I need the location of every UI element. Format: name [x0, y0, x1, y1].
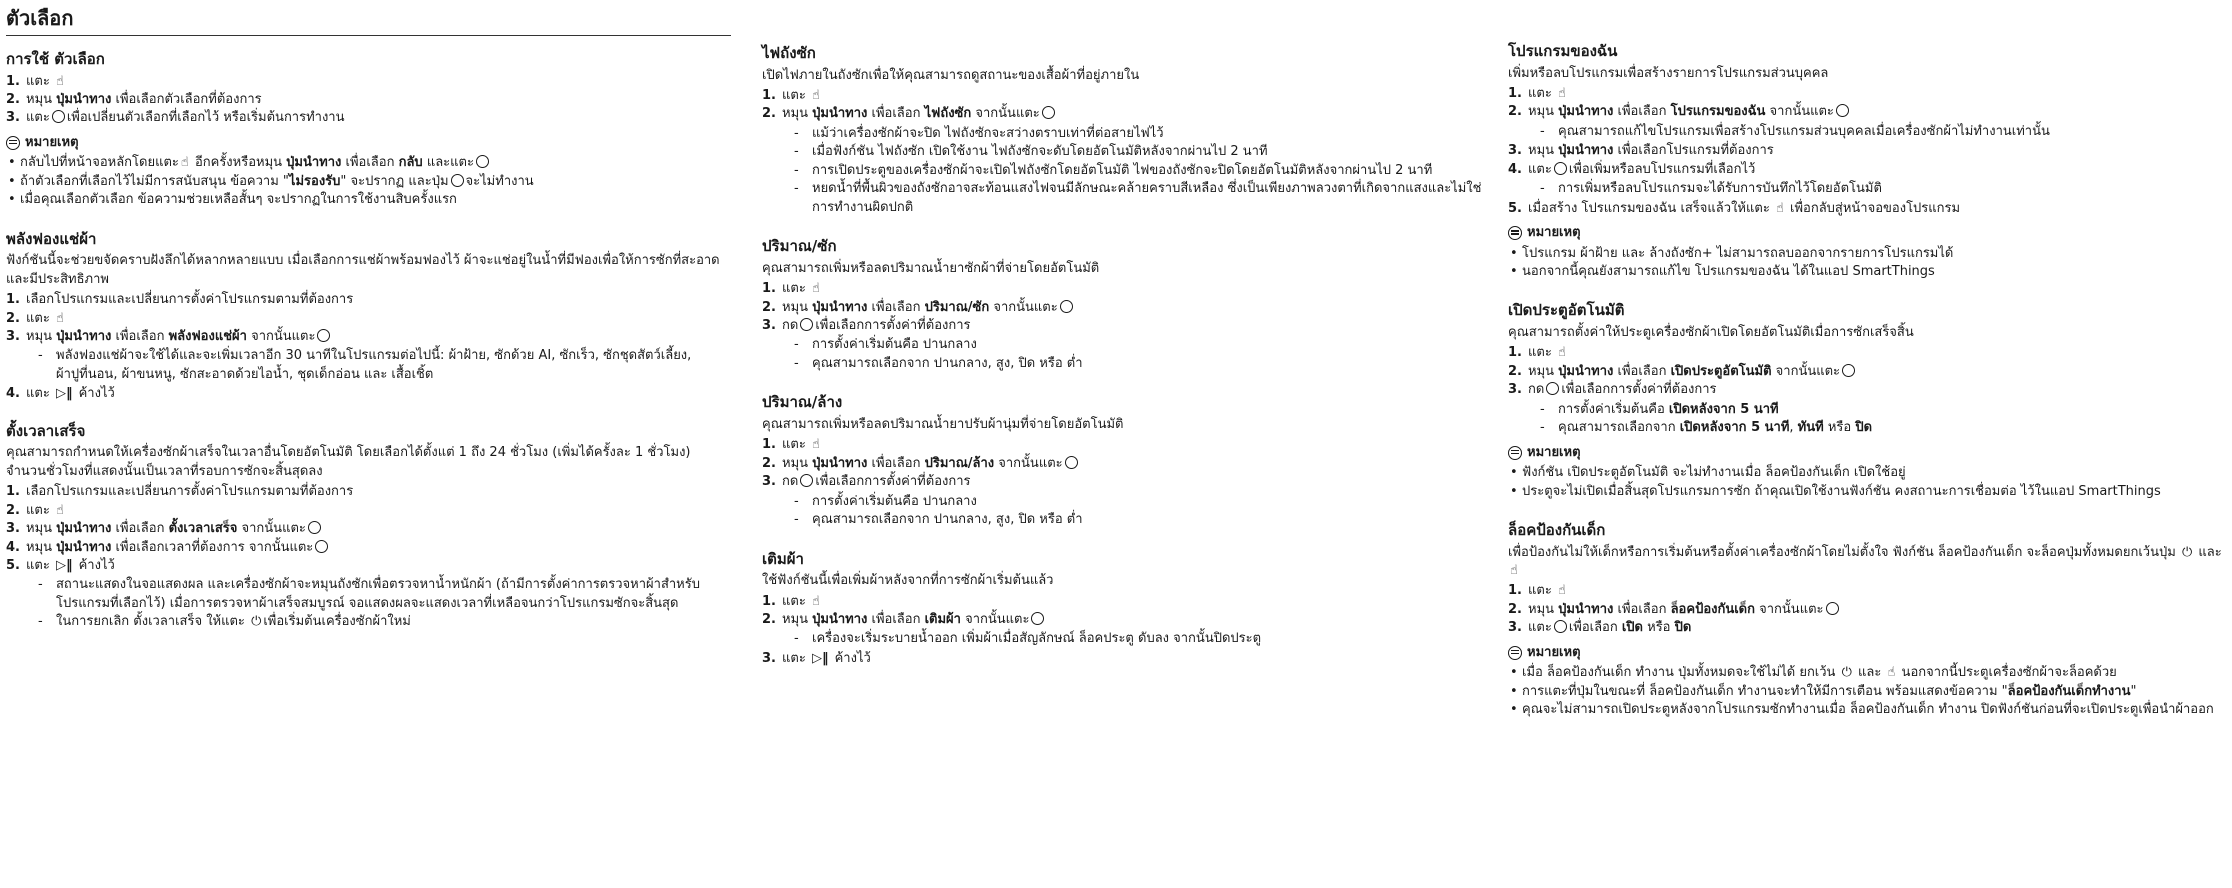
step-list	[1508, 582, 2226, 637]
note-header: หมายเหตุ	[1508, 644, 2226, 662]
touch-icon: ☝	[1557, 85, 1566, 101]
step-item: 3. กด เพื่อเลือกการตั้งค่าที่ต้องการ - การตั้งค่าเริ่มต้นคือ ปานกลาง - คุณสามารถเลือกจาก ปานกลาง, สูง, ปิด หรือ ต่ำ	[762, 317, 1482, 373]
note-list	[6, 154, 731, 209]
step-item: 1. แตะ ☝	[762, 280, 1482, 298]
step-item: 3. แตะ ▷‖ ค้างไว้	[762, 650, 1482, 668]
step-item: 2. หมุน ปุ่มนำทาง เพื่อเลือกตัวเลือกที่ต้องการ	[6, 91, 262, 107]
note-header: หมายเหตุ	[1508, 224, 2226, 242]
touch-icon: ☝	[1510, 563, 1518, 579]
step-item: 2. หมุน ปุ่มนำทาง เพื่อเลือก โปรแกรมของฉัน จากนั้นแตะ - คุณสามารถแก้ไขโปรแกรมเพื่อสร้างโปรแกรมส่วนบุคคลเมื่อเครื่องซักผ้าไม่ทำงานเท่านั้น	[1508, 103, 2226, 141]
note-item: • ถ้าตัวเลือกที่เลือกไว้ไม่มีการสนับสนุน ข้อความ "ไม่รองรับ" จะปรากฏ และปุ่ม จะไม่ทำงาน	[6, 173, 731, 191]
step-item: 2. แตะ ☝	[6, 502, 731, 520]
touch-icon: ☝	[1557, 583, 1566, 599]
step-list	[1508, 344, 2226, 437]
section-description: เพิ่มหรือลบโปรแกรมเพื่อสร้างรายการโปรแกรมส่วนบุคคล	[1508, 65, 1829, 81]
section-drum-light	[762, 44, 1482, 217]
circle-button-icon	[317, 329, 330, 342]
step-item: 3. หมุน ปุ่มนำทาง เพื่อเลือก ตั้งเวลาเสร็จ จากนั้นแตะ	[6, 520, 731, 538]
sub-item: - แม้ว่าเครื่องซักผ้าจะปิด ไฟถังซักจะสว่างตราบเท่าที่ต่อสายไฟไว้	[782, 125, 1482, 143]
section-description: คุณสามารถกำหนดให้เครื่องซักผ้าเสร็จในเวลาอื่นโดยอัตโนมัติ โดยเลือกได้ตั้งแต่ 1 ถึง 24 ชั่วโมง (เพิ่มได้ครั้งละ 1 ชั่วโมง) จำนวนชั่วโมงที่แสดงนั้นเป็นเวลาที่รอบการซักจะสิ้นสุดลง	[6, 445, 691, 479]
sub-item: - การตั้งค่าเริ่มต้นคือ เปิดหลังจาก 5 นาที	[1528, 401, 2226, 419]
section-add-wash	[762, 550, 1482, 669]
circle-button-icon	[800, 474, 813, 487]
section-description: คุณสามารถเพิ่มหรือลดปริมาณน้ำยาปรับผ้านุ่มที่จ่ายโดยอัตโนมัติ	[762, 416, 1124, 432]
circle-button-icon	[451, 174, 464, 187]
step-item: 2. หมุน ปุ่มนำทาง เพื่อเลือก ปริมาณ/ซัก จากนั้นแตะ	[762, 299, 1482, 317]
circle-button-icon	[1031, 612, 1044, 625]
circle-button-icon	[476, 155, 489, 168]
step-list	[6, 291, 731, 404]
circle-button-icon	[52, 110, 65, 123]
section-my-cycle	[1508, 42, 2226, 281]
touch-icon: ☝	[811, 281, 820, 297]
note-icon	[1508, 446, 1522, 460]
step-item: 4. หมุน ปุ่มนำทาง เพื่อเลือกเวลาที่ต้องการ จากนั้นแตะ	[6, 539, 731, 557]
section-bubble-soak	[6, 230, 731, 404]
power-icon: ⏻	[2181, 544, 2193, 560]
section-description: คุณสามารถเพิ่มหรือลดปริมาณน้ำยาซักผ้าที่จ่ายโดยอัตโนมัติ	[762, 260, 1100, 276]
step-item: 3. กด เพื่อเลือกการตั้งค่าที่ต้องการ - การตั้งค่าเริ่มต้นคือ เปิดหลังจาก 5 นาที - คุณสามารถเลือกจาก เปิดหลังจาก 5 นาที, ทันที หรือ ปิด	[1508, 381, 2226, 437]
sub-item: - พลังฟองแช่ผ้าจะใช้ได้และจะเพิ่มเวลาอีก 30 นาทีในโปรแกรมต่อไปนี้: ผ้าฝ้าย, ซักด้วย AI, ซักเร็ว, ซักชุดสัตว์เลี้ยง, ผ้าปูที่นอน, ผ้าขนหนู, ซักสะอาดด้วยไอน้ำ, ชุดเด็กอ่อน และ เสื้อเชิ้ต	[26, 347, 731, 384]
note-list	[1508, 464, 2226, 501]
section-title: ตั้งเวลาเสร็จ	[6, 421, 86, 440]
step-list	[762, 593, 1482, 669]
right-column	[1508, 28, 2226, 720]
circle-button-icon	[1546, 382, 1559, 395]
step-item: 2. หมุน ปุ่มนำทาง เพื่อเลือก เปิดประตูอัตโนมัติ จากนั้นแตะ	[1508, 363, 2226, 381]
power-icon: ⏻	[251, 614, 262, 630]
sub-item: - การตั้งค่าเริ่มต้นคือ ปานกลาง	[782, 493, 1482, 511]
step-list	[6, 483, 731, 632]
step-item: 3. หมุน ปุ่มนำทาง เพื่อเลือกโปรแกรมที่ต้องการ	[1508, 143, 1774, 159]
step-item: 2. หมุน ปุ่มนำทาง เพื่อเลือก ไฟถังซัก จากนั้นแตะ - แม้ว่าเครื่องซักผ้าจะปิด ไฟถังซักจะสว่างตราบเท่าที่ต่อสายไฟไว้ - เมื่อฟังก์ชัน ไฟถังซัก เปิดใช้งาน ไฟถังซักจะดับโดยอัตโนมัติหลังจากผ่านไป 2 นาที - การเปิดประตูของเครื่องซักผ้าจะเปิดไฟถังซักโดยอัตโนมัติ ไฟของถังซักจะปิดโดยอัตโนมัติหลังจากผ่านไป 2 นาที - หยดน้ำที่พื้นผิวของถังซักอาจสะท้อนแสงไฟจนมีลักษณะคล้ายคราบสีเหลือง ซึ่งเป็นเพียงภาพลวงตาที่เกิดจากแสงและไม่ใช่การทำงานผิดปกติ	[762, 105, 1482, 217]
sub-item: - คุณสามารถเลือกจาก ปานกลาง, สูง, ปิด หรือ ต่ำ	[782, 355, 1482, 373]
circle-button-icon	[1842, 364, 1855, 377]
note-item: • เมื่อ ล็อคป้องกันเด็ก ทำงาน ปุ่มทั้งหมดจะใช้ไม่ได้ ยกเว้น ⏻ และ ☝ นอกจากนี้ประตูเครื่องซักผ้าจะล็อคด้วย	[1508, 664, 2226, 682]
sub-item: - การเปิดประตูของเครื่องซักผ้าจะเปิดไฟถังซักโดยอัตโนมัติ ไฟของถังซักจะปิดโดยอัตโนมัติหลังจากผ่านไป 2 นาที	[782, 162, 1482, 180]
touch-icon: ☝	[55, 502, 64, 518]
navigation-button-label: ปุ่มนำทาง	[56, 91, 112, 107]
sub-item: - สถานะแสดงในจอแสดงผล และเครื่องซักผ้าจะหมุนถังซักเพื่อตรวจหาน้ำหนักผ้า (ถ้ามีการตั้งค่าการตรวจหาผ้าสำหรับโปรแกรมที่เลือกไว้) เมื่อการตรวจหาผ้าเสร็จสมบูรณ์ จอแสดงผลจะแสดงเวลาที่เหลือจนกว่าโปรแกรมซักจะสิ้นสุด	[26, 576, 731, 613]
step-list	[6, 73, 731, 128]
sub-item: - การเพิ่มหรือลบโปรแกรมจะได้รับการบันทึกไว้โดยอัตโนมัติ	[1528, 180, 2226, 198]
note-item: • นอกจากนี้คุณยังสามารถแก้ไข โปรแกรมของฉัน ได้ในแอป SmartThings	[1508, 263, 2226, 281]
step-item: 1. แตะ ☝	[1508, 85, 2226, 103]
circle-button-icon	[1836, 104, 1849, 117]
step-item: 4. แตะ ▷‖ ค้างไว้	[6, 385, 731, 403]
step-item: 2. หมุน ปุ่มนำทาง เพื่อเลือก ปริมาณ/ล้าง จากนั้นแตะ	[762, 455, 1482, 473]
note-item: • การแตะที่ปุ่มในขณะที่ ล็อคป้องกันเด็ก ทำงานจะทำให้มีการเตือน พร้อมแสดงข้อความ "ล็อคป้องกันเด็กทำงาน"	[1508, 683, 2226, 701]
step-item: 1. แตะ ☝	[762, 593, 1482, 611]
step-item: 5. แตะ ▷‖ ค้างไว้ - สถานะแสดงในจอแสดงผล และเครื่องซักผ้าจะหมุนถังซักเพื่อตรวจหาน้ำหนักผ้า (ถ้ามีการตั้งค่าการตรวจหาผ้าสำหรับโปรแกรมที่เลือกไว้) เมื่อการตรวจหาผ้าเสร็จสมบูรณ์ จอแสดงผลจะแสดงเวลาที่เหลือจนกว่าโปรแกรมซักจะสิ้นสุด - ในการยกเลิก ตั้งเวลาเสร็จ ให้แตะ ⏻ เพื่อเริ่มต้นเครื่องซักผ้าใหม่	[6, 557, 731, 632]
step-item: 2. หมุน ปุ่มนำทาง เพื่อเลือก เติมผ้า จากนั้นแตะ - เครื่องจะเริ่มระบายน้ำออก เพิ่มผ้าเมื่อสัญลักษณ์ ล็อคประตู ดับลง จากนั้นปิดประตู	[762, 611, 1482, 649]
section-title: เติมผ้า	[762, 549, 804, 568]
step-item: 3. หมุน ปุ่มนำทาง เพื่อเลือก พลังฟองแช่ผ้า จากนั้นแตะ - พลังฟองแช่ผ้าจะใช้ได้และจะเพิ่มเวลาอีก 30 นาทีในโปรแกรมต่อไปนี้: ผ้าฝ้าย, ซักด้วย AI, ซักเร็ว, ซักชุดสัตว์เลี้ยง, ผ้าปูที่นอน, ผ้าขนหนู, ซักสะอาดด้วยไอน้ำ, ชุดเด็กอ่อน และ เสื้อเชิ้ต	[6, 328, 731, 384]
step-list	[1508, 85, 2226, 218]
note-list	[1508, 245, 2226, 282]
step-item: 1. แตะ ☝	[6, 73, 731, 91]
step-item: 1. แตะ ☝	[762, 436, 1482, 454]
sub-item: - หยดน้ำที่พื้นผิวของถังซักอาจสะท้อนแสงไฟจนมีลักษณะคล้ายคราบสีเหลือง ซึ่งเป็นเพียงภาพลวงตาที่เกิดจากแสงและไม่ใช่การทำงานผิดปกติ	[782, 180, 1482, 217]
circle-button-icon	[800, 318, 813, 331]
circle-button-icon	[315, 540, 328, 553]
section-description: เพื่อป้องกันไม่ให้เด็กหรือการเริ่มต้นหรือตั้งค่าเครื่องซักผ้าโดยไม่ตั้งใจ ฟังก์ชัน ล็อคป้องกันเด็ก จะล็อคปุ่มทั้งหมดยกเว้นปุ่ม ⏻ และ ☝	[1508, 544, 2226, 581]
step-item: 1. แตะ ☝	[762, 87, 1482, 105]
sub-item: - เมื่อฟังก์ชัน ไฟถังซัก เปิดใช้งาน ไฟถังซักจะดับโดยอัตโนมัติหลังจากผ่านไป 2 นาที	[782, 143, 1482, 161]
section-title: พลังฟองแช่ผ้า	[6, 229, 97, 248]
step-item: 1. เลือกโปรแกรมและเปลี่ยนการตั้งค่าโปรแกรมตามที่ต้องการ	[6, 292, 354, 308]
note-item: • กลับไปที่หน้าจอหลักโดยแตะ ☝ อีกครั้งหรือหมุน ปุ่มนำทาง เพื่อเลือก กลับ และแตะ	[6, 154, 731, 172]
middle-column	[762, 34, 1482, 668]
circle-button-icon	[1554, 620, 1567, 633]
step-item: 2. หมุน ปุ่มนำทาง เพื่อเลือก ล็อคป้องกันเด็ก จากนั้นแตะ	[1508, 601, 2226, 619]
section-description: คุณสามารถตั้งค่าให้ประตูเครื่องซักผ้าเปิดโดยอัตโนมัติเมื่อการซักเสร็จสิ้น	[1508, 324, 1914, 340]
start-pause-icon: ▷‖	[55, 386, 73, 402]
touch-icon: ☝	[811, 437, 820, 453]
section-title: โปรแกรมของฉัน	[1508, 42, 1618, 60]
step-list	[762, 87, 1482, 217]
circle-button-icon	[1554, 162, 1567, 175]
left-column	[6, 0, 731, 633]
step-item: 4. แตะ เพื่อเพิ่มหรือลบโปรแกรมที่เลือกไว้ - การเพิ่มหรือลบโปรแกรมจะได้รับการบันทึกไว้โดยอัตโนมัติ	[1508, 161, 2226, 199]
note-list	[1508, 664, 2226, 719]
note-icon	[1508, 646, 1522, 660]
sub-item: - คุณสามารถแก้ไขโปรแกรมเพื่อสร้างโปรแกรมส่วนบุคคลเมื่อเครื่องซักผ้าไม่ทำงานเท่านั้น	[1528, 123, 2226, 141]
step-item: 2. แตะ ☝	[6, 310, 731, 328]
section-title: ไฟถังซัก	[762, 44, 816, 62]
section-softener-amount	[762, 393, 1482, 529]
section-delay-end	[6, 422, 731, 632]
note-item: • คุณจะไม่สามารถเปิดประตูหลังจากโปรแกรมซักทำงานเมื่อ ล็อคป้องกันเด็ก ทำงาน ปิดฟังก์ชันก่อนที่จะเปิดประตูเพื่อนำผ้าออก	[1508, 701, 2226, 719]
circle-button-icon	[1060, 300, 1073, 313]
circle-button-icon	[308, 521, 321, 534]
section-title: ล็อคป้องกันเด็ก	[1508, 521, 1606, 540]
section-description: เปิดไฟภายในถังซักเพื่อให้คุณสามารถดูสถานะของเสื้อผ้าที่อยู่ภายใน	[762, 67, 1140, 83]
section-title: เปิดประตูอัตโนมัติ	[1508, 301, 1625, 320]
step-item: 3. กด เพื่อเลือกการตั้งค่าที่ต้องการ - การตั้งค่าเริ่มต้นคือ ปานกลาง - คุณสามารถเลือกจาก ปานกลาง, สูง, ปิด หรือ ต่ำ	[762, 473, 1482, 529]
page-title: ตัวเลือก	[6, 4, 731, 36]
step-item: 1. แตะ ☝	[1508, 344, 2226, 362]
section-auto-door	[1508, 301, 2226, 501]
sub-item: - เครื่องจะเริ่มระบายน้ำออก เพิ่มผ้าเมื่อสัญลักษณ์ ล็อคประตู ดับลง จากนั้นปิดประตู	[782, 630, 1482, 648]
step-item: 3. แตะ เพื่อเลือก เปิด หรือ ปิด	[1508, 620, 1692, 636]
section-title: ปริมาณ/ล้าง	[762, 393, 843, 412]
touch-icon: ☝	[55, 73, 64, 89]
touch-icon: ☝	[55, 310, 64, 326]
step-item: 1. เลือกโปรแกรมและเปลี่ยนการตั้งค่าโปรแกรมตามที่ต้องการ	[6, 484, 354, 500]
sub-item: - การตั้งค่าเริ่มต้นคือ ปานกลาง	[782, 336, 1482, 354]
touch-icon: ☝	[180, 155, 189, 171]
section-title: การใช้ ตัวเลือก	[6, 50, 105, 68]
touch-icon: ☝	[811, 593, 820, 609]
touch-icon: ☝	[1887, 665, 1896, 681]
step-list	[762, 280, 1482, 373]
section-using-options	[6, 50, 731, 210]
note-icon	[1508, 226, 1522, 240]
sub-item: - คุณสามารถเลือกจาก ปานกลาง, สูง, ปิด หรือ ต่ำ	[782, 511, 1482, 529]
step-list	[762, 436, 1482, 529]
start-pause-icon: ▷‖	[55, 558, 73, 574]
section-description: ฟังก์ชันนี้จะช่วยขจัดคราบฝังลึกได้หลากหลายแบบ เมื่อเลือกการแช่ผ้าพร้อมฟองไว้ ผ้าจะแช่อยู่ในน้ำที่มีฟองเพื่อให้การซักที่สะอาดและมีประสิทธิภาพ	[6, 253, 720, 287]
touch-icon: ☝	[1775, 200, 1784, 216]
note-icon	[6, 136, 20, 150]
circle-button-icon	[1826, 602, 1839, 615]
sub-item: - คุณสามารถเลือกจาก เปิดหลังจาก 5 นาที, ทันที หรือ ปิด	[1528, 419, 2226, 437]
circle-button-icon	[1065, 456, 1078, 469]
note-header: หมายเหตุ	[6, 134, 731, 152]
note-item: • โปรแกรม ผ้าฝ้าย และ ล้างถังซัก+ ไม่สามารถลบออกจากรายการโปรแกรมได้	[1508, 245, 2226, 263]
sub-item: - ในการยกเลิก ตั้งเวลาเสร็จ ให้แตะ ⏻ เพื่อเริ่มต้นเครื่องซักผ้าใหม่	[26, 613, 731, 631]
note-item: • เมื่อคุณเลือกตัวเลือก ข้อความช่วยเหลือสั้นๆ จะปรากฏในการใช้งานสิบครั้งแรก	[6, 191, 731, 209]
touch-icon: ☝	[1557, 345, 1566, 361]
start-pause-icon: ▷‖	[811, 650, 829, 666]
section-detergent-amount	[762, 237, 1482, 373]
power-icon: ⏻	[1841, 665, 1852, 681]
section-description: ใช้ฟังก์ชันนี้เพื่อเพิ่มผ้าหลังจากที่การซักผ้าเริ่มต้นแล้ว	[762, 573, 1054, 589]
step-item: 5. เมื่อสร้าง โปรแกรมของฉัน เสร็จแล้วให้แตะ ☝ เพื่อกลับสู่หน้าจอของโปรแกรม	[1508, 200, 2226, 218]
note-item: • ประตูจะไม่เปิดเมื่อสิ้นสุดโปรแกรมการซัก ถ้าคุณเปิดใช้งานฟังก์ชัน คงสถานะการเชื่อมต่อ ไว้ในแอป SmartThings	[1508, 483, 2226, 501]
touch-icon: ☝	[811, 87, 820, 103]
circle-button-icon	[1042, 106, 1055, 119]
section-child-lock	[1508, 521, 2226, 720]
note-header: หมายเหตุ	[1508, 444, 2226, 462]
step-item: 1. แตะ ☝	[1508, 582, 2226, 600]
step-item: 3. แตะ เพื่อเปลี่ยนตัวเลือกที่เลือกไว้ หรือเริ่มต้นการทำงาน	[6, 110, 345, 126]
note-item: • ฟังก์ชัน เปิดประตูอัตโนมัติ จะไม่ทำงานเมื่อ ล็อคป้องกันเด็ก เปิดใช้อยู่	[1508, 464, 2226, 482]
section-title: ปริมาณ/ซัก	[762, 237, 837, 256]
